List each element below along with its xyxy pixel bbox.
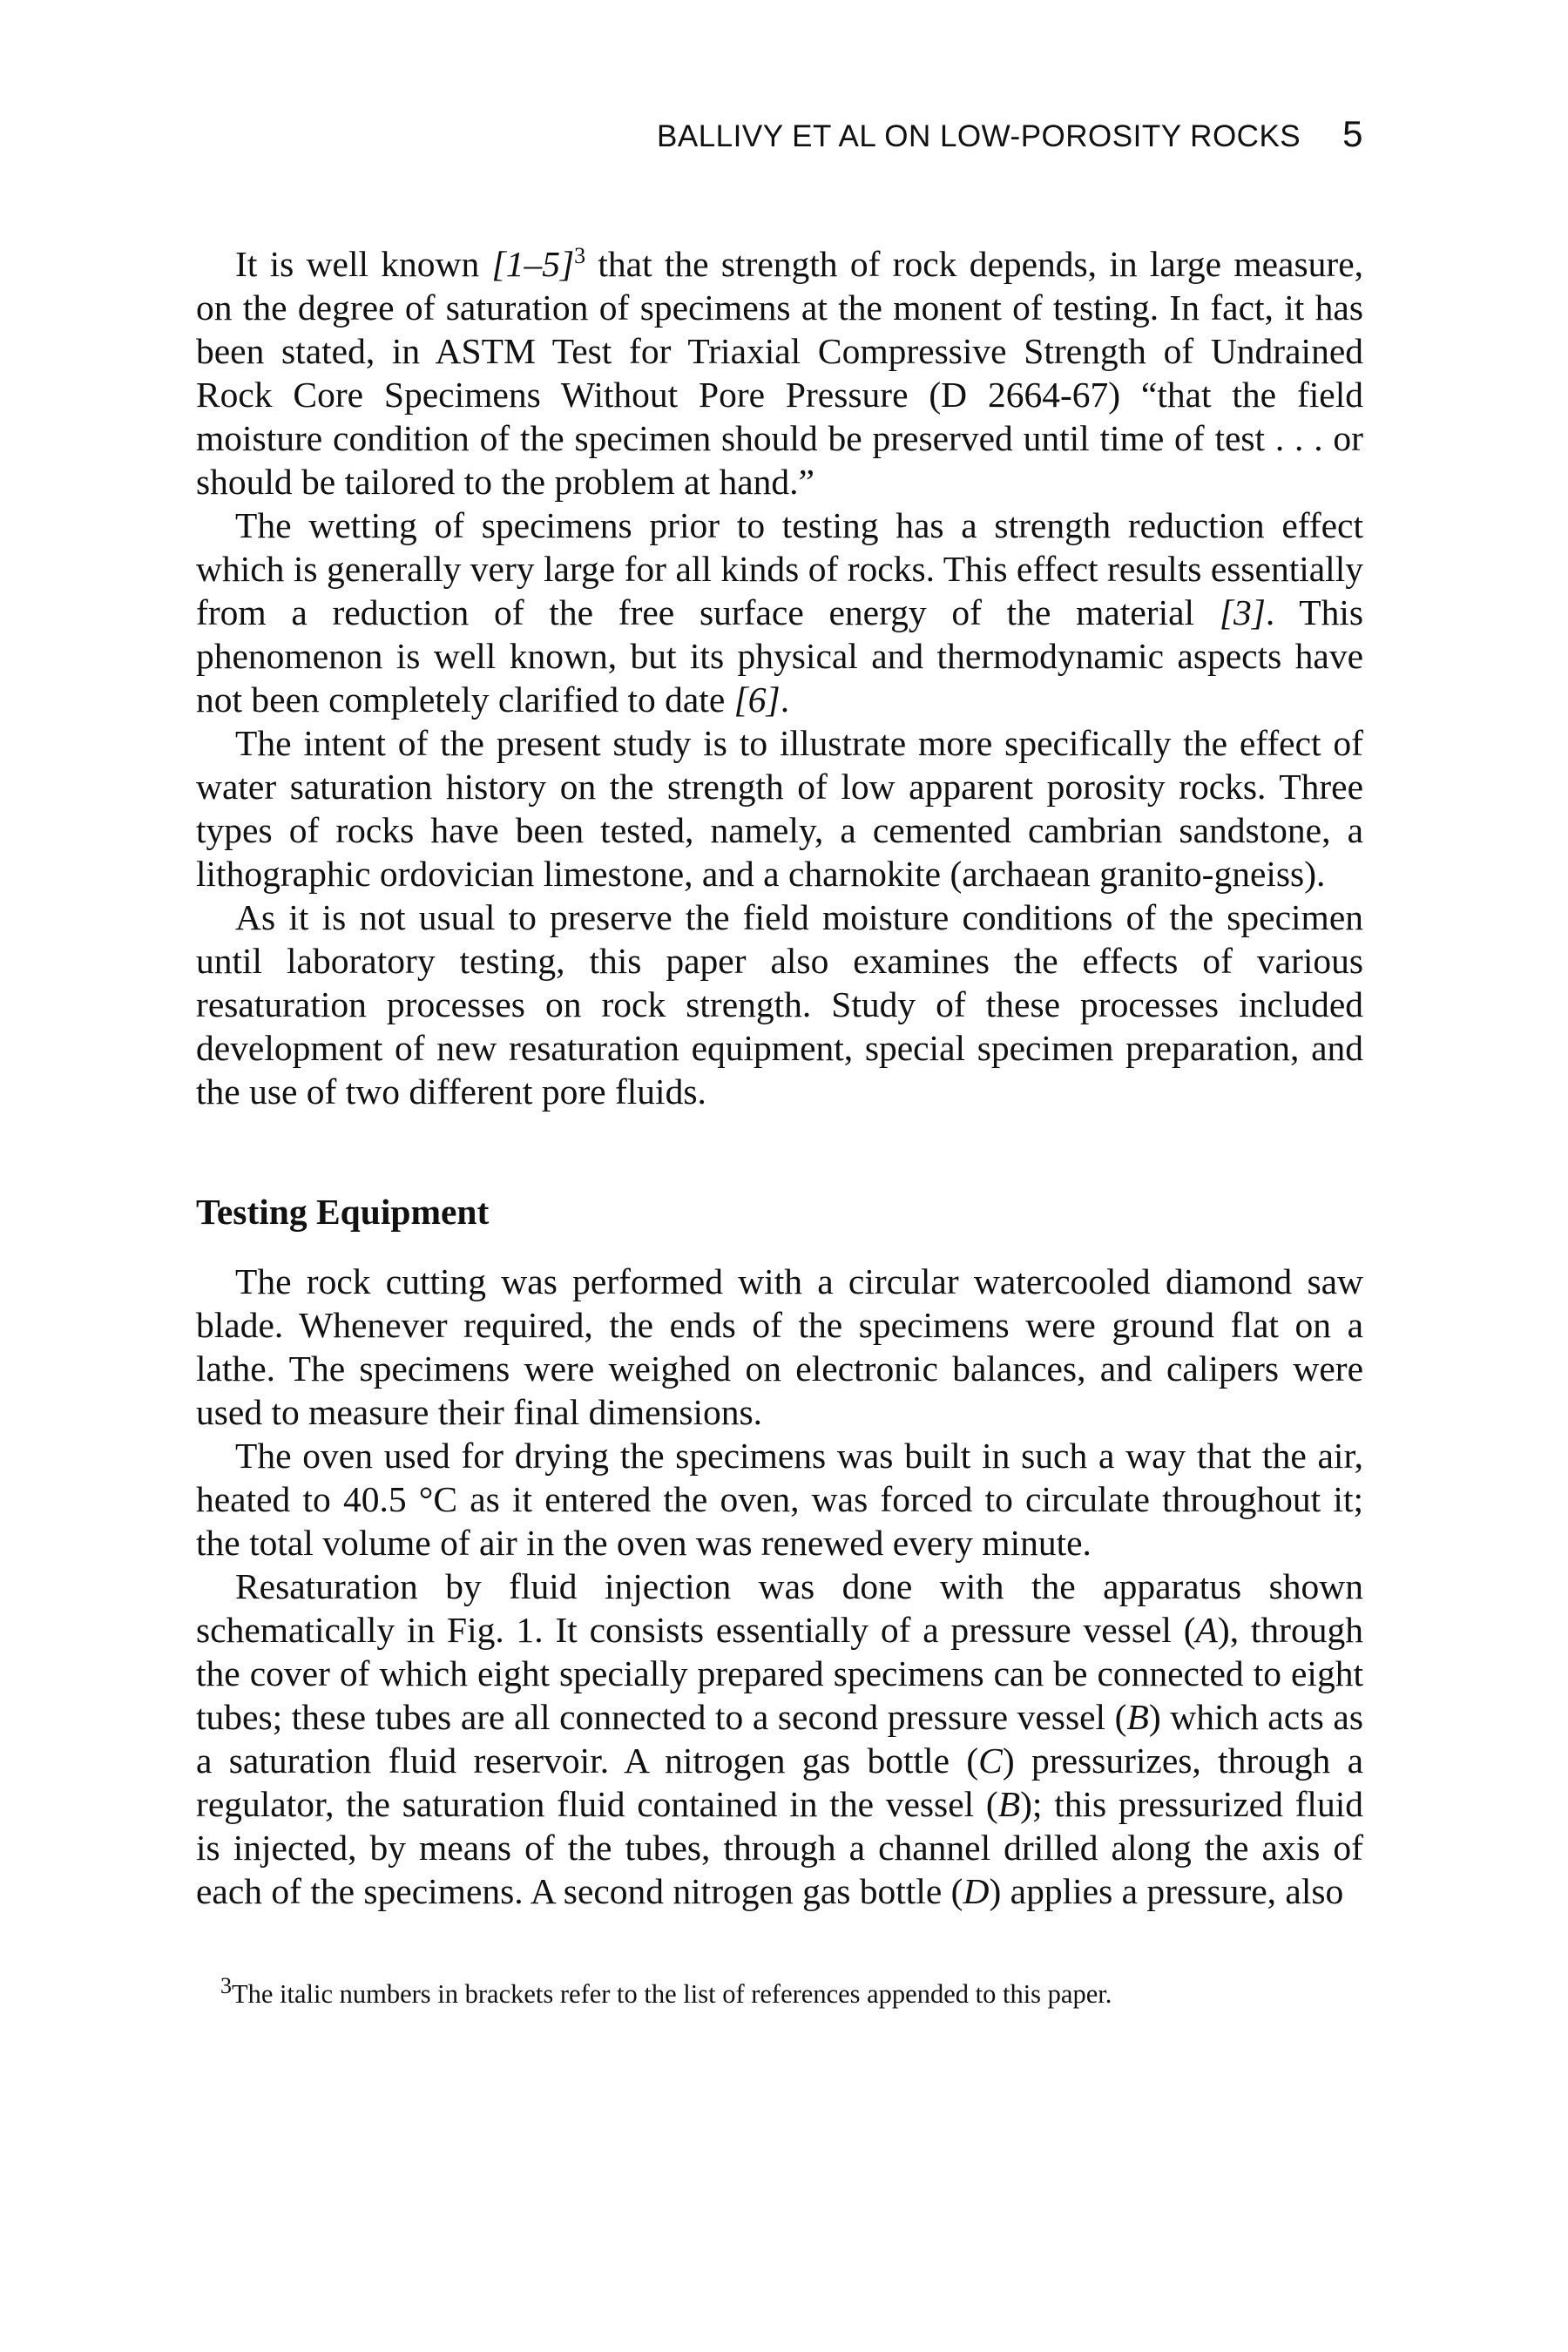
intro-paragraph-4: As it is not usual to preserve the field moisture conditions of the specimen until laboratory testing, this paper also examines the effects of various resaturation processes on rock strength. Study of these processes included development of new resaturation equipment, special specimen preparation, and the use of two different pore fluids. [196,897,1363,1112]
section-heading: Testing Equipment [196,1192,490,1232]
running-head [196,113,1363,166]
running-title: BALLIVY ET AL ON LOW-POROSITY ROCKS [657,119,1301,153]
footnote-ref: 3 [574,243,586,269]
citation: [6] [733,679,781,720]
section-paragraph-2: The oven used for drying the specimens was built in such a way that the air, heated to 40.5 °C as it entered the oven, was forced to circulate throughout it; the total volume of air in the oven was renewed every minute. [196,1436,1363,1563]
footnote [196,1972,1363,2011]
section-paragraph-3: Resaturation by fluid injection was done with the apparatus shown schematically in Fig. 1. It consists essentially of a pressure vessel (A), through the cover of which eight specially prepared specimens can be connected to eight tubes; these tubes are all connected to a second pressure vessel (B) which acts as a saturation fluid reservoir. A nitrogen gas bottle (C) pressurizes, through a regulator, the saturation fluid contained in the vessel (B); this pressurized fluid is injected, by means of the tubes, through a channel drilled along the axis of each of the specimens. A second nitrogen gas bottle (D) applies a pressure, also [196,1566,1364,1911]
page [196,113,1363,2011]
section-paragraph-1: The rock cutting was performed with a circular watercooled diamond saw blade. Whenever required, the ends of the specimens were ground flat on a lathe. The specimens were weighed on electronic balances, and calipers were used to measure their final dimensions. [196,1261,1363,1432]
footnote-text: The italic numbers in brackets refer to the list of references appended to this paper. [232,1979,1112,2009]
intro-paragraph-1: It is well known $[1-5]^3$ that the strength of rock depends, in large measure, on the degree of saturation of specimens at the monent of testing. In fact, it has been stated, in ASTM Test for Triaxial Compressive Strength of Undrained Rock Core Specimens Without Pore Pressure (D 2664-67) “that the field moisture condition of the specimen should be preserved until time of test . . . or should be tailored to the problem at hand.” [196,243,1363,502]
intro-paragraph-3: The intent of the present study is to illustrate more specifically the effect of water saturation history on the strength of low apparent porosity rocks. Three types of rocks have been tested, namely, a cemented cambrian sandstone, a lithographic ordovician limestone, and a charnokite (archaean granito-gneiss). [196,723,1363,894]
footnote-marker: 3 [220,1972,232,1998]
citation: [3] [1219,592,1266,632]
page-number: 5 [1342,113,1363,154]
intro-paragraph-2: The wetting of specimens prior to testing has a strength reduction effect which is generally very large for all kinds of rocks. This effect results essentially from a reduction of the free surface energy of the material [3]. This phenomenon is well known, but its physical and thermodynamic aspects have not been completely clarified to date [6]. [196,505,1364,720]
body-text [196,242,1363,1913]
citation: [1–5] [491,244,575,284]
